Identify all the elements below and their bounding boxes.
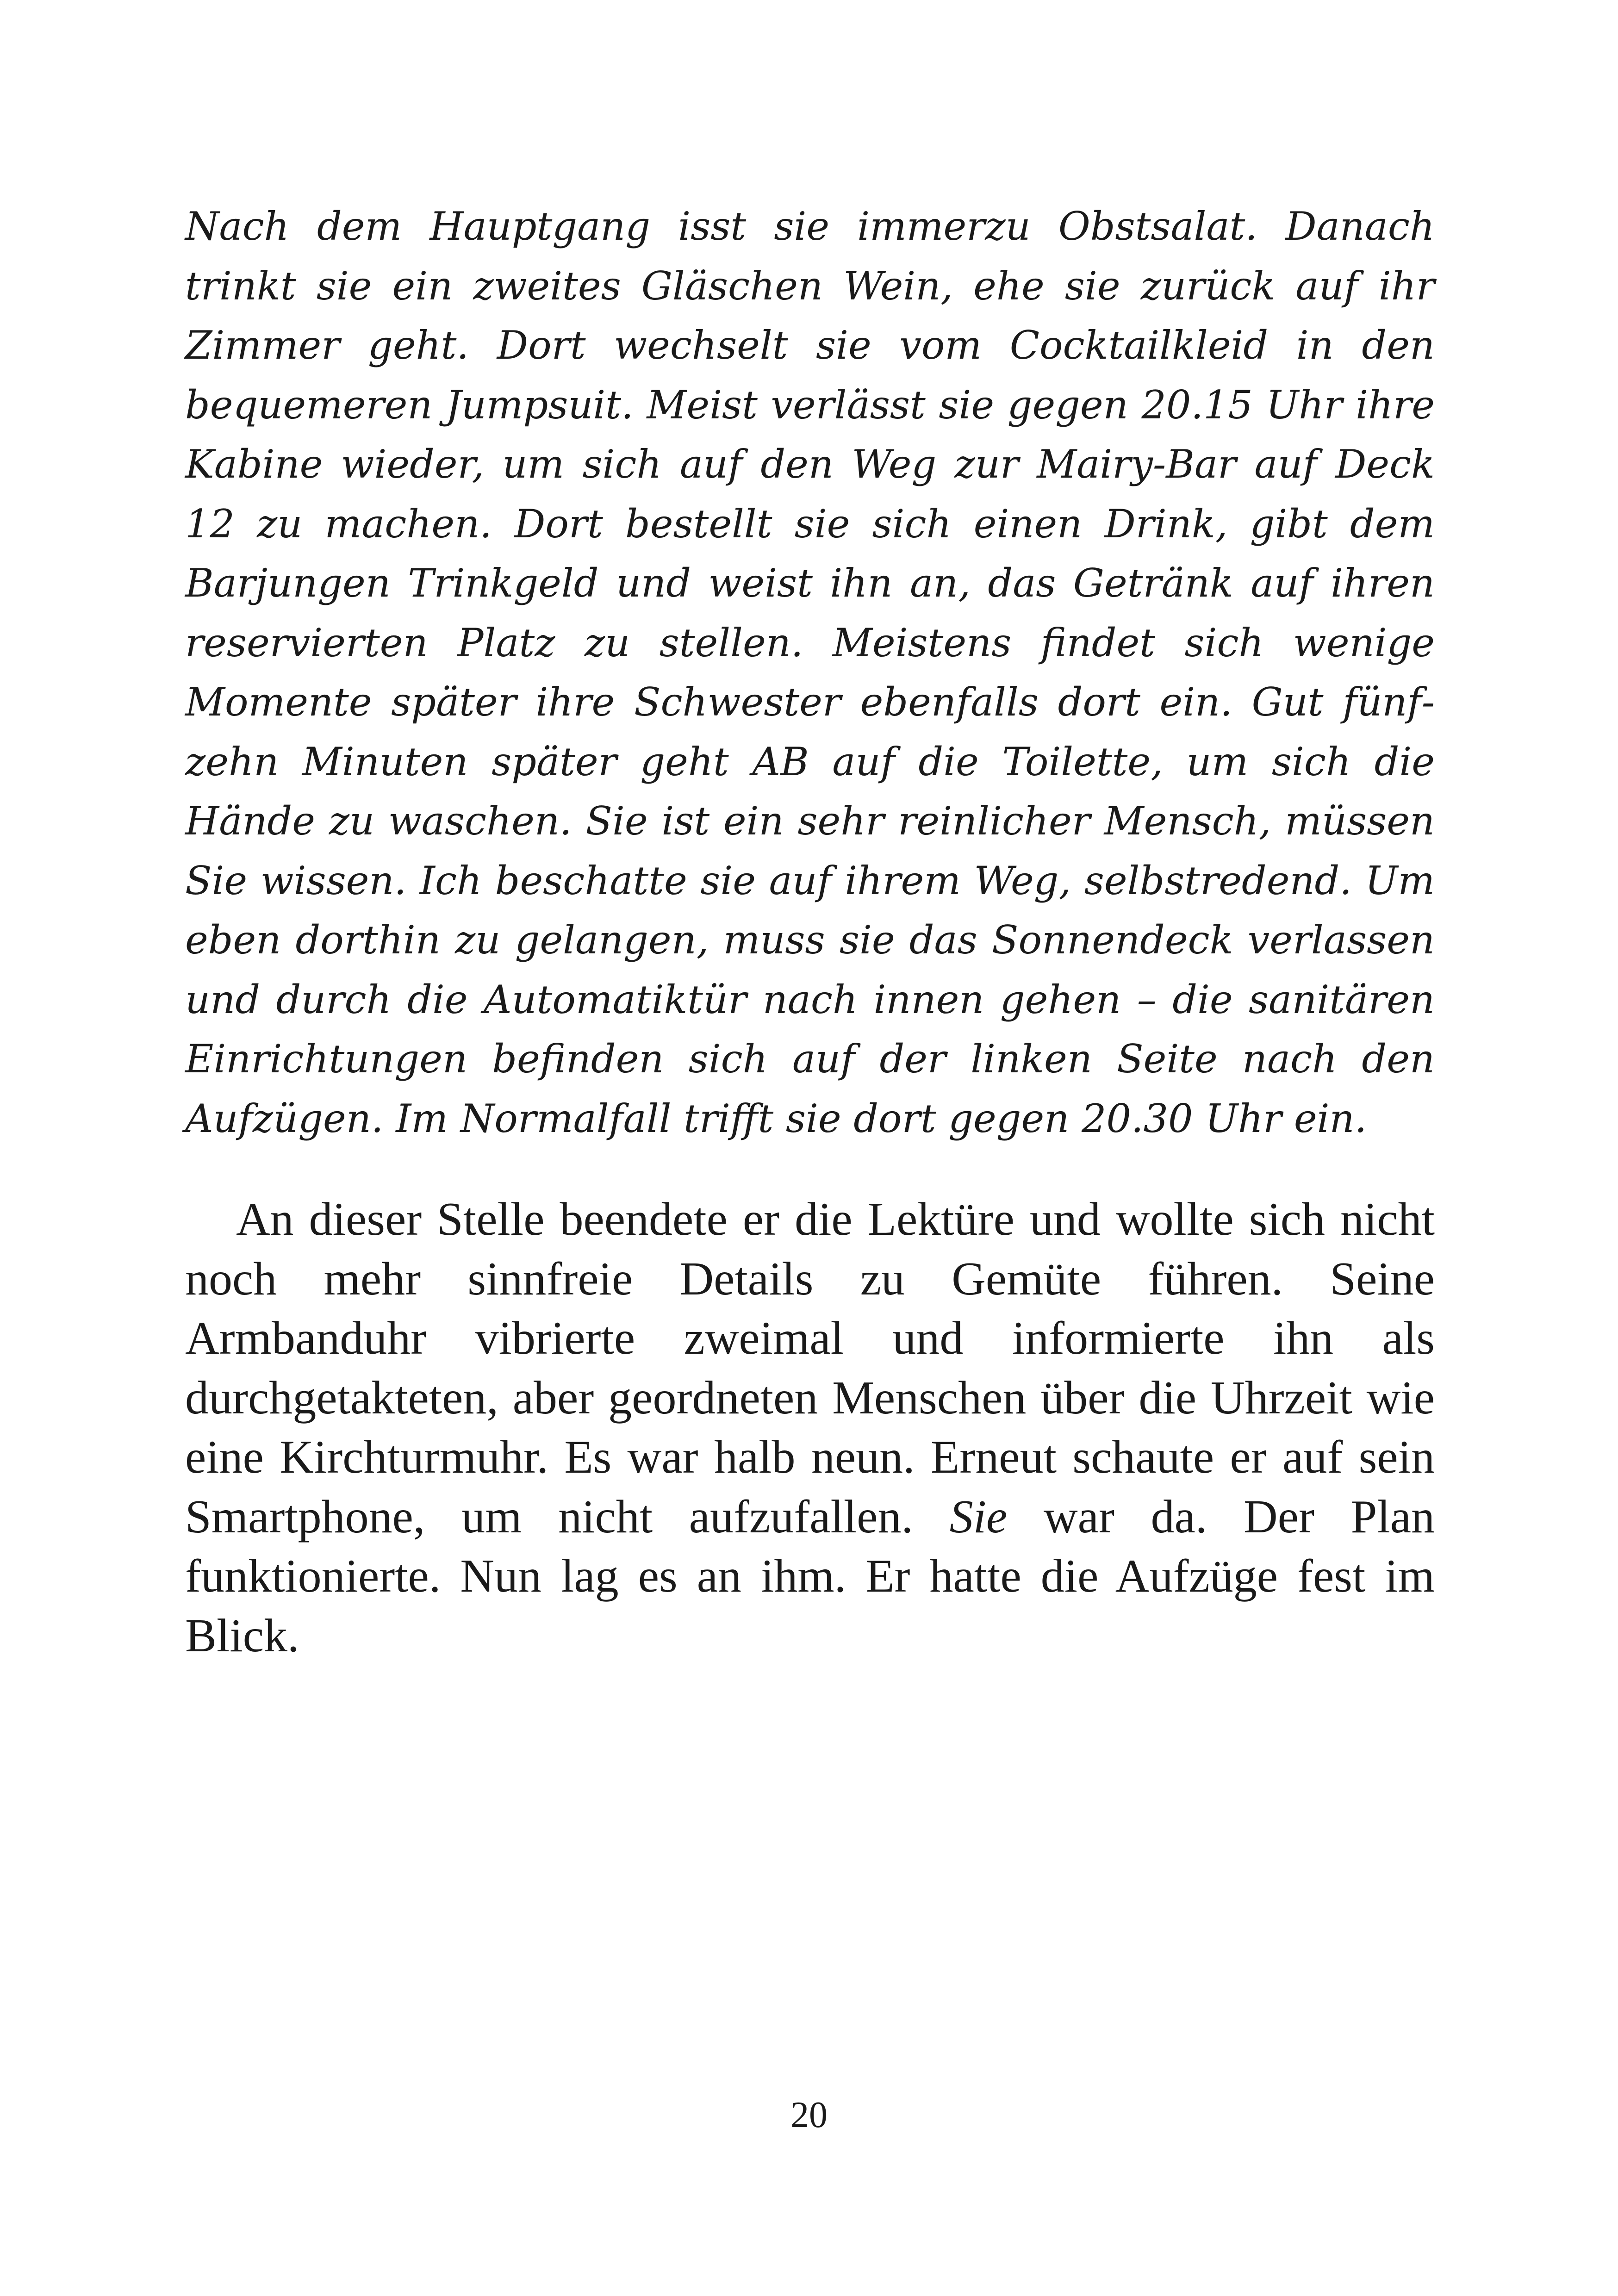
narrative-text-start: An dieser Stelle beendete er die Lektüre und wollte sich nicht noch mehr sinnfreie Details zu Gemüte führen. Seine Armbanduhr vibrierte zweimal und informierte ihn als durchgetakteten, aber geordneten Menschen über die Uhrzeit wie eine Kirchturmuhr. Es war halb neun. Erneut schaute er auf sein Smartphone, um nicht aufzufallen. bbox=[185, 1193, 1435, 1543]
page-number: 20 bbox=[790, 2095, 828, 2135]
narrative-text-end: war da. Der Plan funktionierte. Nun lag es an ihm. Er hatte die Aufzüge fest im Blick. bbox=[185, 1490, 1435, 1662]
narrative-paragraph bbox=[185, 1190, 1435, 1666]
body-text bbox=[185, 197, 1435, 1666]
italic-paragraph: Nach dem Hauptgang isst sie immerzu Obstsalat. Danach trinkt sie ein zweites Gläschen Wein, ehe sie zurück auf ihr Zimmer geht. Dort wechselt sie vom Cocktailkleid in den bequemeren Jumpsuit. Meist verlässt sie gegen 20.15 Uhr ihre Kabine wieder, um sich auf den Weg zur Mairy-Bar auf Deck 12 zu machen. Dort bestellt sie sich einen Drink, gibt dem Barjungen Trinkgeld und weist ihn an, das Getränk auf ihren reservierten Platz zu stellen. Meistens findet sich wenige Momente später ihre Schwester ebenfalls dort ein. Gut fünfzehn Minuten später geht AB auf die Toilette, um sich die Hände zu waschen. Sie ist ein sehr reinlicher Mensch, müssen Sie wissen. Ich beschatte sie auf ihrem Weg, selbstredend. Um eben dorthin zu gelangen, muss sie das Sonnendeck verlassen und durch die Automatiktür nach innen gehen – die sanitären Einrichtungen befinden sich auf der linken Seite nach den Aufzügen. Im Normalfall trifft sie dort gegen 20.30 Uhr ein. bbox=[185, 204, 1435, 1141]
emphasized-word: Sie bbox=[949, 1490, 1008, 1543]
